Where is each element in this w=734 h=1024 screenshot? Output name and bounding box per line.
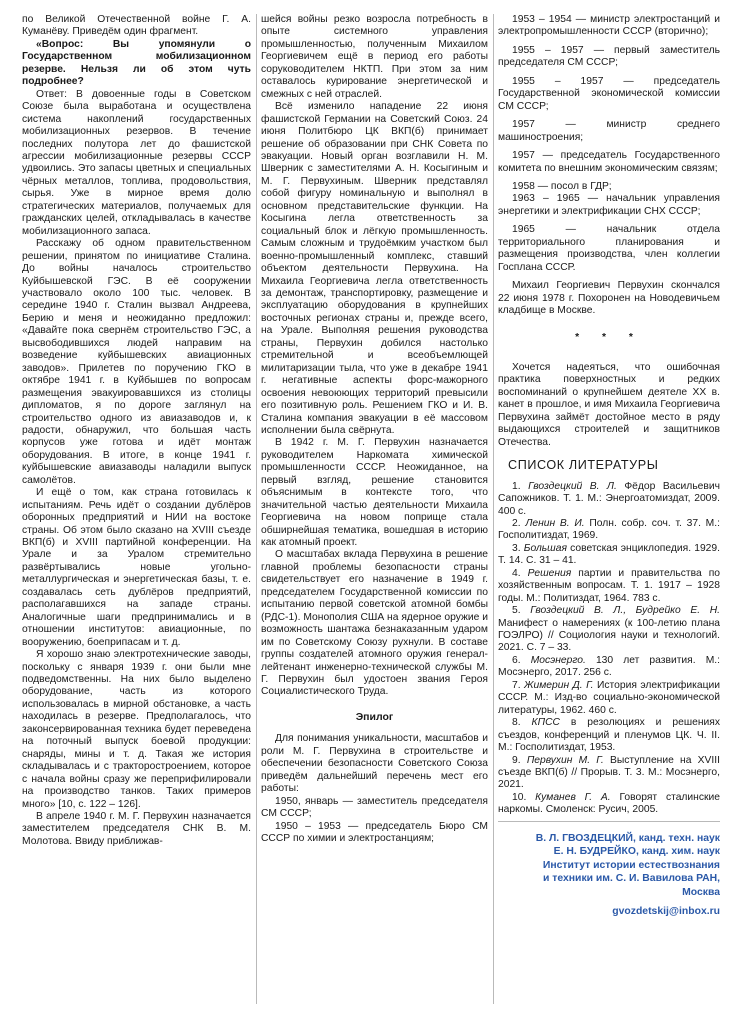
paragraph: В апреле 1940 г. М. Г. Первухин назначается заместителем председателя СНК В. М. Молотова. Ввиду приближав- [22, 811, 251, 847]
career-item: 1955 – 1957 — председатель Государственной экономической комиссии СМ СССР; [498, 75, 720, 112]
paragraph: Для понимания уникальности, масштабов и роли М. Г. Первухина в строительстве и обеспечении безопасности Советского Союза приведём дальнейший перечень мест его работы: [261, 733, 488, 795]
paragraph: по Великой Отечественной войне Г. А. Куманёву. Приведём один фрагмент. [22, 14, 251, 38]
reference-item [498, 543, 720, 568]
reference-author: Мосэнерго. [530, 654, 586, 666]
reference-author: Ленин В. И. [525, 517, 585, 529]
column-divider-left [256, 14, 257, 1004]
column-left [22, 14, 251, 1014]
reference-author: Куманев Г. А. [535, 791, 611, 803]
reference-author: Большая [523, 542, 567, 554]
author-line: В. Л. ГВОЗДЕЦКИЙ, канд. техн. наук [535, 832, 720, 844]
reference-number: 10. [512, 791, 527, 803]
reference-item [498, 518, 720, 543]
reference-author: Гвоздецкий В. Л. [528, 480, 617, 492]
paragraph: И ещё о том, как страна готовилась к испытаниям. Речь идёт о создании дублёров оборонных предприятий и НИИ на востоке страны. Об этом было сказано на XVIII съезде ВКП(б) и XVIII партийной конференции. На Урале и за Уралом стремительно развёртывались новые угольно-металлургическая и энергетическая базы, т. е. создавалась сеть дублёров предприятий, располагавшихся на западе страны. Аналогичные шаги предпринимались и в отношении институтов: авиационные, по вооружению, боеприпасам и т. д. [22, 487, 251, 648]
author-line: Москва [682, 886, 720, 898]
reference-text: партии и правительства по хозяйственным вопросам. Т. 1. 1917 – 1928 годы. М.: Политиздат, 1964. 783 с. [498, 567, 720, 604]
reference-item [498, 605, 720, 655]
reference-author: Жимерин Д. Г. [524, 679, 594, 691]
reference-number: 9. [512, 754, 521, 766]
column-divider-right [493, 14, 494, 1004]
author-line: и техники им. С. И. Вавилова РАН, [543, 873, 720, 885]
reference-author: Первухин М. Г. [526, 754, 604, 766]
career-item: 1953 – 1954 — министр электростанций и электропромышленности СССР (вторично); [498, 14, 720, 38]
reference-text: Полн. собр. соч. т. 37. М.: Госполитиздат, 1969. [498, 517, 720, 542]
career-item: 1957 — председатель Государственного комитета по внешним экономическим связям; [498, 150, 720, 174]
career-item: 1955 – 1957 — первый заместитель председателя СМ СССР; [498, 44, 720, 69]
reference-item [498, 717, 720, 754]
paragraph: Хочется надеяться, что ошибочная практика поверхностных и редких воспоминаний о крупнейшем деятеле XX в. канет в прошлое, и имя Михаила Георгиевича Первухина займёт достойное место в ряду выдающихся строителей и защитников Отечества. [498, 361, 720, 448]
reference-text: Выступление на XVIII съезде ВКП(б) // Прорыв. Т. 3. М.: Мосэнерго, 2021. [498, 754, 720, 791]
reference-text: Фёдор Васильевич Сапожников. Т. 1. М.: Энергоатомиздат, 2009. 400 с. [498, 480, 720, 517]
paragraph: Всё изменило нападение 22 июня фашистской Германии на Советский Союз. 24 июня Политбюро ЦК ВКП(б) принимает решение об образовании при СНК Совета по эвакуации. Новый орган возглавили Н. М. Шверник с заместителями А. Н. Косыгиным и М. Г. Первухиным. Шверник представлял собой фигуру номинальную и выполнял в основном представительские функции. На Косыгина легла ответственность за социальный блок и лёгкую промышленность. Самым сложным и трудоёмким участком был военно-промышленный комплекс, ставший объектом деятельности Первухина. На Михаила Георгиевича легла ответственность за демонтаж, транспортировку, размещение и эксплуатацию оборудования в крупнейших восточных регионах страны и, прежде всего, на Урале. Выполняя решения руководства страны, Первухин добился настолько стремительной и всеобъемлющей милитаризации тыла, что уже в декабре 1941 г. негативные аспекты форс-мажорного освоения невоюющих территорий превысили его позитивную роль. Решением ГКО и И. В. Сталина компания эвакуации в её массовом исполнении была свёрнута. [261, 101, 488, 436]
reference-number: 3. [512, 542, 521, 554]
reference-text: в резолюциях и решениях съездов, конференций и пленумов ЦК. Ч. II. М.: Госполитиздат, 1953. [498, 717, 720, 754]
reference-text: Говорят сталинские наркомы. Смоленск: Русич, 2005. [498, 791, 720, 816]
paragraph: О масштабах вклада Первухина в решение главной проблемы безопасности страны свидетельствует его назначение в 1949 г. председателем Государственной комиссии по испытанию первой советской атомной бомбы (РДС-1). Монополия США на ядерное оружие и возможность шантажа безнаказанным ударом им по Советскому Союзу рухнули. В составе группы создателей атомного оружия генерал-лейтенант инженерно-технической службы М. Г. Первухин был удостоен звания Героя Социалистического Труда. [261, 549, 488, 698]
interview-question: «Вопрос: Вы упомянули о Государственном мобилизационном резерве. Нельзя ли об этом чуть подробнее? [22, 38, 251, 88]
reference-number: 2. [512, 517, 521, 529]
reference-item [498, 655, 720, 680]
reference-text: 130 лет развития. М.: Мосэнерго, 2017. 256 с. [498, 654, 720, 679]
email-link[interactable]: gvozdetskij@inbox.ru [612, 906, 720, 918]
paragraph: В 1942 г. М. Г. Первухин назначается руководителем Наркомата химической промышленности СССР. Неожиданное, на первый взгляд, решение становится объяснимым в контексте того, что значительной частью деятельности Михаила Георгиевича на новом поприще стала обширнейшая тематика, вошедшая в историю как атомный проект. [261, 437, 488, 549]
references-heading: СПИСОК ЛИТЕРАТУРЫ [508, 458, 659, 473]
reference-item [498, 792, 720, 817]
epilog-heading: Эпилог [355, 710, 394, 723]
paragraph: шейся войны резко возросла потребность в опыте системного управления промышленностью, полученным Михаилом Георгиевичем ещё в период его работы соруководителем НКТП. При этом за ним оставалось курирование энергетической и смежных с ней отраслей. [261, 14, 488, 100]
reference-author: КПСС [531, 717, 560, 729]
reference-text: История электрификации СССР. М.: Изд-во социально-экономической литературы, 1962. 460 с. [498, 679, 720, 716]
paragraph: Михаил Георгиевич Первухин скончался 22 июня 1978 г. Похоронен на Новодевичьем кладбище в Москве. [498, 280, 720, 317]
reference-number: 1. [512, 480, 521, 492]
author-block [498, 832, 720, 919]
career-item: 1950 – 1953 — председатель Бюро СМ СССР по химии и электростанциям; [261, 820, 488, 844]
reference-item [498, 680, 720, 717]
reference-author: Гвоздецкий В. Л., Будрейко Е. Н. [530, 605, 720, 617]
author-line: Е. Н. БУДРЕЙКО, канд. хим. наук [553, 846, 720, 858]
author-line: Институт истории естествознания [542, 859, 720, 871]
paragraph: Я хорошо знаю электротехнические заводы, поскольку с января 1939 г. они были мне подведомственны. На них было выделено оборудование, часть из которого использовалась в мирной обстановке, а часть находилась в резерве. Предполагалось, что законсервированная техника будет переведена на поточный выпуск боевой продукции: снаряды, мины и т. д. Такая же история складывалась и с тракторостроением, которое с начала войны сразу же переприфилировали на производство танков. Таких примеров много» [10, с. 122 – 126]. [22, 649, 251, 810]
reference-number: 7. [512, 679, 521, 691]
reference-number: 8. [512, 717, 521, 729]
reference-number: 4. [512, 567, 521, 579]
divider [498, 821, 720, 822]
reference-author: Решения [527, 567, 572, 579]
paragraph: Расскажу об одном правительственном решении, принятом по инициативе Сталина. До войны началось строительство Куйбышевской ГЭС. В её сооружении участвовало около 100 тыс. человек. В середине 1940 г. Сталин вызвал Андреева, Берию и меня и неожиданно предложил: «Давайте пока свернём строительство ГЭС, а высвободившихся людей направим на возведение куйбышевских авиационных заводов». Прилетев по поручению ГКО в октябре 1941 г. в Куйбышев по вопросам размещения эвакуировавшихся из столицы дипломатов, я по дороге заглянул на строительство одного из авиазаводов и, к радости, обнаружил, что большая часть корпусов уже готова и идёт монтаж оборудования. В итоге, в конце 1941 г. куйбышевские авиазаводы наладили выпуск самолётов. [22, 238, 251, 486]
reference-number: 5. [512, 605, 521, 617]
career-item: 1965 — начальник отдела территориального планирования и размещения производства, член коллегии Госплана СССР. [498, 224, 720, 273]
reference-list [498, 481, 720, 817]
career-item: 1957 — министр среднего машиностроения; [498, 119, 720, 143]
section-separator: * * * [575, 331, 643, 343]
reference-item [498, 568, 720, 605]
reference-item [498, 755, 720, 792]
column-right [498, 14, 720, 1014]
reference-number: 6. [512, 654, 521, 666]
career-item: 1958 — посол в ГДР; [512, 180, 612, 192]
reference-text: Манифест о намерениях (к 100-летию плана ГОЭЛРО) // Социология науки и технологий. 2021. С. 7 – 33. [498, 617, 720, 654]
column-middle [261, 14, 488, 1014]
paragraph: Ответ: В довоенные годы в Советском Союзе была выработана и осуществлена система накоплений государственных мобилизационных резервов. В течение последних полутора лет до фашистской агрессии мобилизационные резервы СССР удвоились. Это запасы цветных и специальных чёрных металлов, топлива, продовольствия, сырья. Уже в мирное время долю стратегических материалов, получаемых для гражданских целей, откладывалась в качестве мобилизационного запаса. [22, 88, 251, 237]
career-item: 1963 – 1965 — начальник управления энергетики и электрификации СНХ СССР; [498, 193, 720, 217]
career-item: 1950, январь — заместитель председателя СМ СССР; [261, 795, 488, 820]
reference-text: советская энциклопедия. 1929. Т. 14. С. 31 – 41. [498, 542, 720, 567]
reference-item [498, 481, 720, 518]
